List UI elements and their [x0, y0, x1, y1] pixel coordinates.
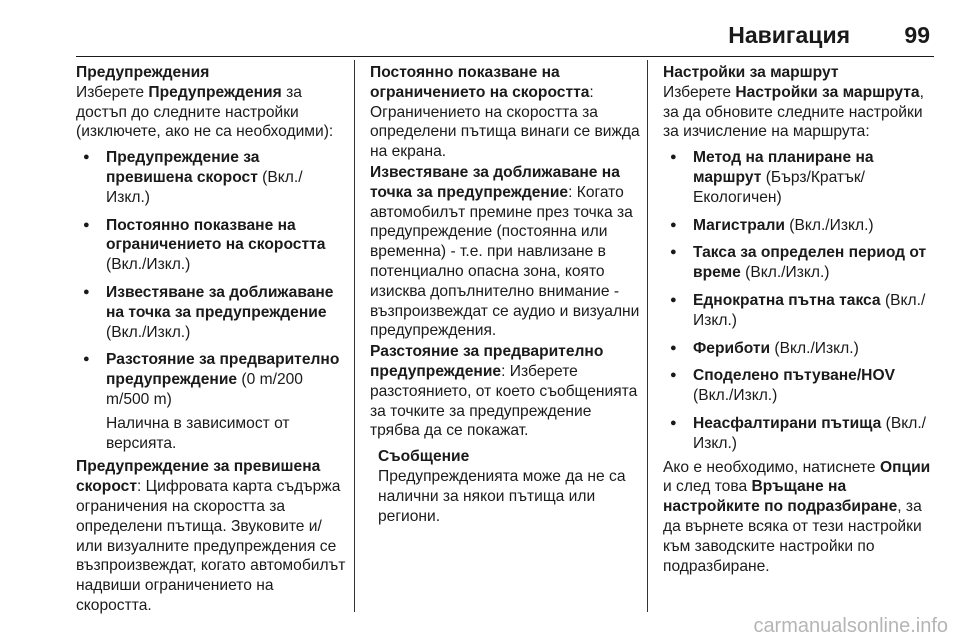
availability-note: Налична в зависимост от версията. [106, 414, 290, 452]
list-item: ● Такса за определен период от време (Вкл./Изкл.) [663, 243, 933, 283]
list-item: ● Разстояние за предварително предупреждение (0 m/200 m/500 m) [76, 350, 346, 409]
column-divider [647, 60, 648, 612]
route-settings-list [663, 148, 933, 453]
list-item: ● Фериботи (Вкл./Изкл.) [663, 339, 933, 359]
list-item: ● Споделено пътуване/HOV (Вкл./Изкл.) [663, 366, 933, 406]
warnings-list [76, 148, 346, 410]
notice-text: Предупрежденията може да не са налични за някои пътища или региони. [378, 467, 626, 525]
column-right [663, 63, 933, 576]
list-item: ● Известяване за доближаване на точка за предупреждение (Вкл./Изкл.) [76, 283, 346, 342]
list-item: ● Метод на планиране на маршрут (Бърз/Кратък/Екологичен) [663, 148, 933, 207]
pre-warning-distance-paragraph: Разстояние за предварително предупреждение: Изберете разстоянието, от което съобщенията за точките за предупреждение трябва да се покажат. [370, 343, 638, 440]
list-item: ● Еднократна пътна такса (Вкл./Изкл.) [663, 291, 933, 331]
section-heading-route-settings: Настройки за маршрут [663, 64, 839, 81]
column-middle [370, 63, 642, 526]
page-header [0, 0, 960, 58]
speeding-warning-paragraph: Предупреждение за превишена скорост: Цифровата карта съдържа ограничения на скоростта за определени пътища. Звуковите и/или визуалните предупреждения се възпроизвеждат, когато автомобилът надвиши ограничението на скоростта. [76, 458, 346, 614]
warning-point-paragraph: Известяване за доближаване на точка за предупреждение: Когато автомобилът премине през точка за предупреждение (постоянна или временна) - т.е. при навлизане в потенциално опасна зона, която изисква допълнително внимание - възпроизвеждат се аудио и визуални предупреждения. [370, 163, 640, 340]
list-item: ● Постоянно показване на ограничението на скоростта (Вкл./Изкл.) [76, 216, 346, 275]
page-title: Навигация [728, 22, 850, 48]
speed-limit-display-paragraph: Постоянно показване на ограничението на скоростта: Ограничението на скоростта за определени пътища винаги се вижда на екрана. [370, 64, 640, 161]
column-left [76, 63, 346, 616]
list-item: ● Неасфалтирани пътища (Вкл./Изкл.) [663, 414, 933, 454]
header-rule [76, 56, 934, 57]
route-settings-intro: Изберете Настройки за маршрута, за да обновите следните настройки за изчисление на маршрута: [663, 83, 924, 141]
list-item: ● Магистрали (Вкл./Изкл.) [663, 216, 933, 236]
notice-heading: Съобщение [378, 448, 470, 466]
notice-box [370, 447, 642, 526]
warnings-intro: Изберете Предупреждения за достъп до следните настройки (изключете, ако не са необходими): [76, 83, 334, 141]
reset-defaults-paragraph: Ако е необходимо, натиснете Опции и след това Връщане на настройките по подразбиране, за да върнете всяка от тези настройки към заводските настройки по подразбиране. [663, 458, 931, 575]
watermark-text: carmanualsonline.info [753, 615, 948, 637]
page-number: 99 [904, 22, 930, 48]
list-item: ● Предупреждение за превишена скорост (Вкл./Изкл.) [76, 148, 346, 207]
column-divider [354, 60, 355, 612]
section-heading-warnings: Предупреждения [76, 64, 210, 81]
